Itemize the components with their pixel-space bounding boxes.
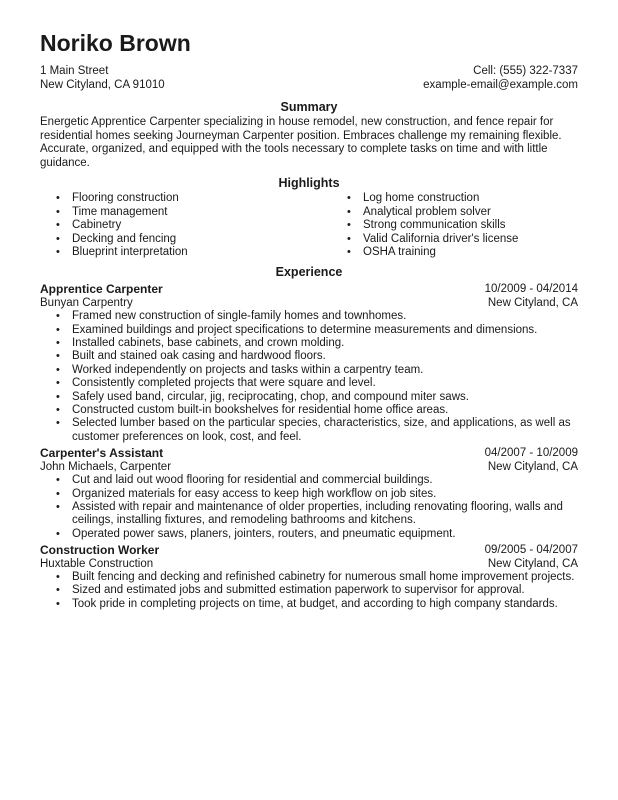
job-location: New Cityland, CA xyxy=(487,557,578,570)
highlights-left-list xyxy=(40,192,273,259)
job-dates: 09/2005 - 04/2007 xyxy=(484,544,578,557)
highlights-right-column xyxy=(273,192,578,259)
highlight-item: • Blueprint interpretation xyxy=(40,246,273,259)
job-bullet: • Constructed custom built-in bookshelves for residential home office areas. xyxy=(40,404,578,417)
contact-row-1 xyxy=(40,64,578,78)
email-address: example-email@example.com xyxy=(423,79,578,91)
highlights-left-column xyxy=(40,192,273,259)
candidate-name: Noriko Brown xyxy=(40,30,191,56)
highlights-heading: Highlights xyxy=(278,176,340,191)
job-location: New Cityland, CA xyxy=(487,460,578,473)
job-dates: 04/2007 - 10/2009 xyxy=(484,447,578,460)
job-entry-construction-worker xyxy=(40,544,578,611)
job-bullet: • Examined buildings and project specifications to determine measurements and dimensions. xyxy=(40,324,578,337)
job-bullet: • Took pride in completing projects on time, at budget, and according to high company standards. xyxy=(40,598,578,611)
job-bullet: • Organized materials for easy access to keep high workflow on job sites. xyxy=(40,488,578,501)
job-bullet: • Safely used band, circular, jig, reciprocating, chop, and compound miter saws. xyxy=(40,391,578,404)
job-bullets xyxy=(40,310,578,444)
job-bullets xyxy=(40,474,578,541)
highlight-item: • Analytical problem solver xyxy=(345,206,578,219)
job-bullet: • Assisted with repair and maintenance of older properties, including renovating flooring, walls and ceilings, installing fixtures, and remodeling bathrooms and kitchens. xyxy=(40,501,578,528)
job-bullet: • Selected lumber based on the particular species, characteristics, size, and applications, as well as customer preferences on look, cost, and feel. xyxy=(40,417,578,444)
highlight-item: • Cabinetry xyxy=(40,219,273,232)
job-header-row xyxy=(40,544,578,557)
highlight-item: • Time management xyxy=(40,206,273,219)
highlight-item: • OSHA training xyxy=(345,246,578,259)
highlight-item: • Flooring construction xyxy=(40,192,273,205)
job-entry-apprentice-carpenter xyxy=(40,283,578,444)
job-company: Huxtable Construction xyxy=(40,557,154,570)
job-bullet: • Built and stained oak casing and hardwood floors. xyxy=(40,350,578,363)
highlights-right-list xyxy=(345,192,578,259)
job-company: John Michaels, Carpenter xyxy=(40,460,172,473)
job-bullet: • Cut and laid out wood flooring for residential and commercial buildings. xyxy=(40,474,578,487)
city-address: New Cityland, CA 91010 xyxy=(40,79,165,91)
job-title: Apprentice Carpenter xyxy=(40,282,163,297)
job-company-row xyxy=(40,461,578,474)
job-dates: 10/2009 - 04/2014 xyxy=(484,283,578,296)
job-entry-carpenters-assistant xyxy=(40,447,578,541)
highlight-item: • Decking and fencing xyxy=(40,233,273,246)
job-bullet: • Worked independently on projects and tasks within a carpentry team. xyxy=(40,364,578,377)
job-location: New Cityland, CA xyxy=(487,296,578,309)
job-title: Construction Worker xyxy=(40,543,160,558)
job-bullets xyxy=(40,571,578,611)
job-bullet: • Built fencing and decking and refinished cabinetry for numerous small home improvement projects. xyxy=(40,571,578,584)
highlight-item: • Valid California driver's license xyxy=(345,233,578,246)
highlights-section xyxy=(40,192,578,259)
job-bullet: • Sized and estimated jobs and submitted estimation paperwork to supervisor for approval. xyxy=(40,584,578,597)
job-bullet: • Consistently completed projects that were square and level. xyxy=(40,377,578,390)
job-bullet: • Operated power saws, planers, jointers, routers, and pneumatic equipment. xyxy=(40,528,578,541)
job-header-row xyxy=(40,447,578,460)
summary-heading: Summary xyxy=(280,100,338,114)
phone-number: Cell: (555) 322-7337 xyxy=(473,65,578,77)
job-bullet: • Framed new construction of single-family homes and townhomes. xyxy=(40,310,578,323)
street-address: 1 Main Street xyxy=(40,65,109,77)
contact-row-2 xyxy=(40,78,578,92)
job-bullet: • Installed cabinets, base cabinets, and crown molding. xyxy=(40,337,578,350)
highlight-item: • Log home construction xyxy=(345,192,578,205)
experience-heading: Experience xyxy=(275,265,343,280)
job-company: Bunyan Carpentry xyxy=(40,296,133,309)
highlight-item: • Strong communication skills xyxy=(345,219,578,232)
job-header-row xyxy=(40,283,578,296)
job-company-row xyxy=(40,558,578,571)
job-title: Carpenter's Assistant xyxy=(40,446,164,461)
job-company-row xyxy=(40,297,578,310)
summary-text: Energetic Apprentice Carpenter specializing in house remodel, new construction, and fence repair for residential homes seeking Journeyman Carpenter position. Embraces challenge my remaining flexible. Accurate, organized, and equipped with the tools necessary to complete tasks on time and with little guidance. xyxy=(40,116,562,169)
